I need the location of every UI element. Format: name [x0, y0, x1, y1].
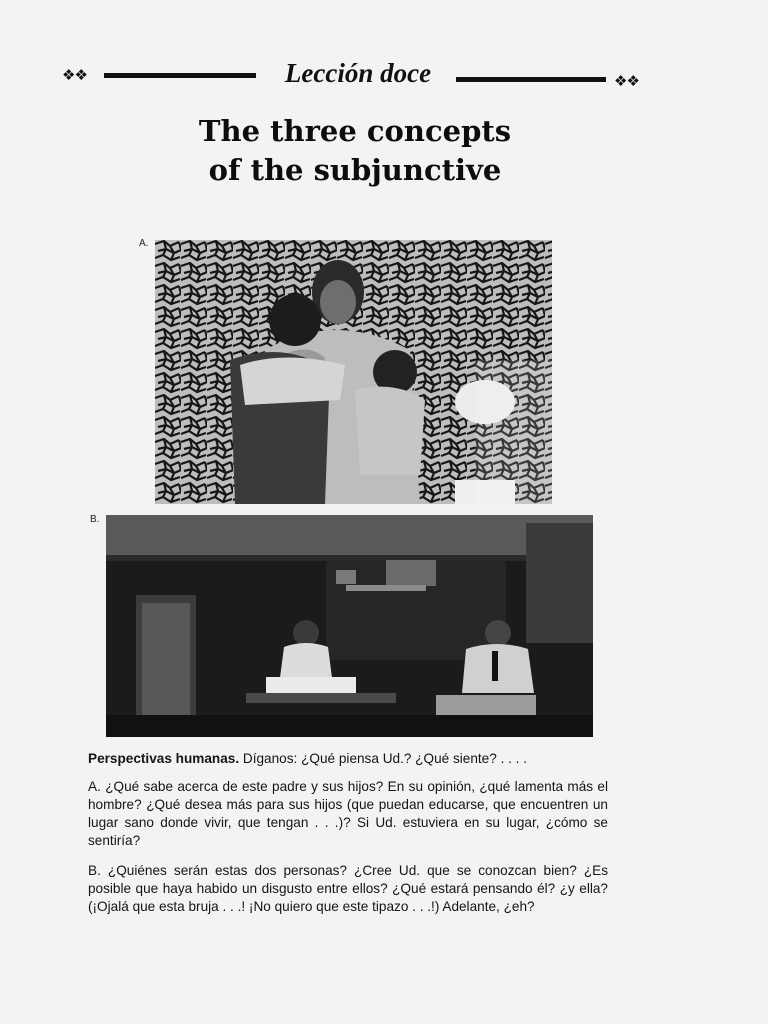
chapter-title-line-2: of the subjunctive	[208, 153, 502, 187]
photo-b-label: B.	[90, 514, 100, 525]
intro-heading: Perspectivas humanas.	[88, 751, 240, 766]
intro-line	[88, 750, 608, 768]
photo-father-and-children	[155, 240, 552, 504]
lesson-title: Lección doce	[284, 58, 432, 88]
header-rule-right	[456, 77, 606, 82]
paragraph-a: A. ¿Qué sabe acerca de este padre y sus hijos? En su opinión, ¿qué lamenta más el hombre? ¿Qué desea más para sus hijos (que puedan educarse, que encuentren un lugar sano donde vivir, que tengan . . .)? Si Ud. estuviera en su lugar, ¿cómo se sentiría?	[88, 779, 608, 848]
diamond-ornament-icon: ❖❖	[614, 72, 639, 90]
chapter-title	[140, 112, 570, 190]
intro-prompt: Díganos: ¿Qué piensa Ud.? ¿Qué siente? . . . .	[239, 751, 528, 766]
paragraph-b: B. ¿Quiénes serán estas dos personas? ¿Cree Ud. que se conozcan bien? ¿Es posible que haya habido un disgusto entre ellos? ¿Qué estará pensando él? ¿y ella? (¡Ojalá que esta bruja . . .! ¡No quiero que este tipazo . . .!) Adelante, ¿eh?	[88, 863, 608, 914]
photo-two-people-office	[106, 515, 593, 737]
photo-a-label: A.	[139, 238, 149, 249]
header-rule-left	[104, 73, 256, 78]
chapter-title-line-1: The three concepts	[198, 114, 512, 148]
lesson-header	[0, 58, 768, 98]
diamond-ornament-icon: ❖❖	[62, 66, 87, 84]
